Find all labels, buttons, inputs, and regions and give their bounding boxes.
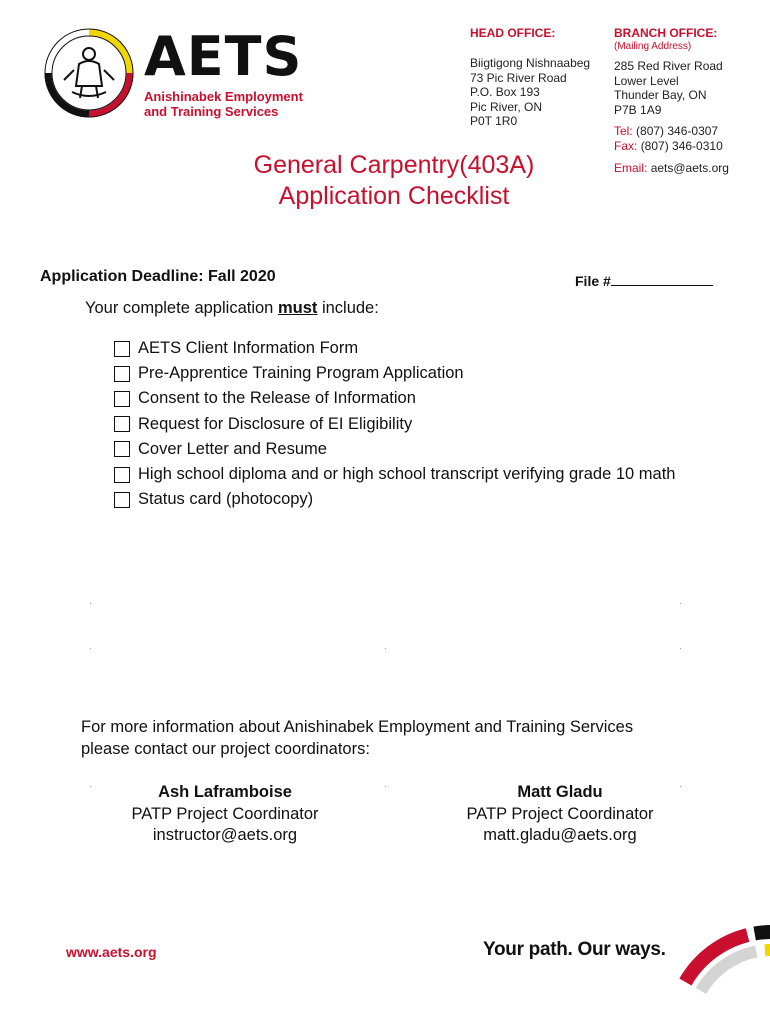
branch-office-line: Lower Level	[614, 73, 679, 88]
contact-role: PATP Project Coordinator	[131, 804, 319, 823]
checklist-intro	[85, 299, 379, 318]
checklist-item	[114, 462, 675, 487]
divider-dot	[385, 786, 386, 787]
contact-card	[110, 782, 340, 847]
intro-text: include:	[317, 299, 379, 317]
branch-office-heading: BRANCH OFFICE:	[614, 26, 718, 40]
branch-fax	[614, 139, 729, 154]
checklist-item	[114, 386, 675, 411]
logo-subtitle-line: Anishinabek Employment	[144, 89, 303, 104]
logo-subtitle-line: and Training Services	[144, 104, 279, 119]
divider-dot	[680, 786, 681, 787]
head-office-block	[470, 26, 590, 129]
logo-wordmark: AETS	[144, 25, 303, 88]
branch-office-line: P7B 1A9	[614, 102, 662, 117]
head-office-line: Biigtigong Nishnaabeg	[470, 56, 591, 70]
application-checklist	[114, 336, 675, 512]
application-deadline: Application Deadline: Fall 2020	[40, 268, 276, 285]
head-office-line: Pic River, ON	[470, 99, 543, 114]
checkbox[interactable]	[114, 492, 130, 508]
checklist-item	[114, 361, 675, 386]
intro-emphasis: must	[277, 299, 318, 317]
branch-email	[614, 161, 729, 176]
website-suffix: .org	[130, 944, 157, 960]
email-link[interactable]: aets@aets.org	[650, 160, 729, 175]
website-link[interactable]	[66, 944, 157, 960]
branch-tel	[614, 124, 729, 139]
file-label: File #	[575, 273, 611, 289]
divider-dot	[680, 648, 681, 649]
head-office-line: 73 Pic River Road	[470, 70, 567, 85]
contact-name: Ash Laframboise	[158, 783, 292, 801]
title-line: Application Checklist	[278, 182, 510, 210]
checklist-item	[114, 487, 675, 512]
fax-number: (807) 346-0310	[640, 138, 723, 153]
checklist-item	[114, 336, 675, 361]
contact-email[interactable]: instructor@aets.org	[152, 826, 298, 844]
checkbox[interactable]	[114, 341, 130, 357]
checkbox[interactable]	[114, 366, 130, 382]
more-info-text	[81, 716, 701, 760]
checkbox[interactable]	[114, 391, 130, 407]
checklist-item-label: AETS Client Information Form	[138, 339, 359, 358]
file-number-blank[interactable]	[611, 273, 713, 286]
checkbox[interactable]	[114, 467, 130, 483]
branch-office-subheading: (Mailing Address)	[614, 41, 692, 52]
checklist-item-label: Request for Disclosure of EI Eligibility	[138, 414, 413, 433]
branch-office-block	[614, 26, 729, 175]
email-label: Email:	[614, 160, 648, 175]
contact-name: Matt Gladu	[517, 783, 603, 801]
tel-label: Tel:	[614, 124, 633, 139]
head-office-heading: HEAD OFFICE:	[470, 26, 556, 40]
checkbox[interactable]	[114, 441, 130, 457]
contact-email[interactable]: matt.gladu@aets.org	[483, 826, 637, 844]
website-prefix: www.aets	[66, 944, 131, 960]
tel-number: (807) 346-0307	[636, 124, 719, 139]
divider-dot	[90, 603, 91, 604]
divider-dot	[385, 648, 386, 649]
checklist-item-label: Status card (photocopy)	[138, 490, 314, 509]
contact-card	[440, 782, 680, 847]
branch-office-line: Thunder Bay, ON	[614, 88, 707, 103]
aets-logo-emblem-icon	[44, 28, 134, 118]
page-title	[200, 150, 588, 212]
contact-role: PATP Project Coordinator	[466, 804, 654, 823]
fax-label: Fax:	[614, 138, 638, 153]
more-info-line: For more information about Anishinabek Employment and Training Services	[81, 718, 634, 736]
checklist-item-label: Pre-Apprentice Training Program Application	[138, 364, 464, 383]
checklist-item-label: Cover Letter and Resume	[138, 439, 327, 458]
checklist-item-label: High school diploma and or high school transcript verifying grade 10 math	[138, 465, 676, 484]
decorative-arc-graphic	[660, 920, 770, 1024]
title-line: General Carpentry(403A)	[253, 151, 535, 179]
divider-dot	[680, 603, 681, 604]
tagline: Your path. Our ways.	[483, 939, 666, 960]
checklist-item	[114, 437, 675, 462]
intro-text: Your complete application	[85, 299, 278, 317]
logo-subtitle	[144, 89, 334, 119]
branch-office-line: 285 Red River Road	[614, 59, 723, 73]
more-info-line: please contact our project coordinators:	[81, 740, 370, 758]
file-number-field	[575, 273, 713, 289]
checklist-item	[114, 412, 675, 437]
head-office-line: P.O. Box 193	[470, 85, 540, 100]
divider-dot	[90, 786, 91, 787]
checklist-item-label: Consent to the Release of Information	[138, 389, 416, 408]
checkbox[interactable]	[114, 416, 130, 432]
head-office-line: P0T 1R0	[470, 114, 518, 129]
divider-dot	[90, 648, 91, 649]
